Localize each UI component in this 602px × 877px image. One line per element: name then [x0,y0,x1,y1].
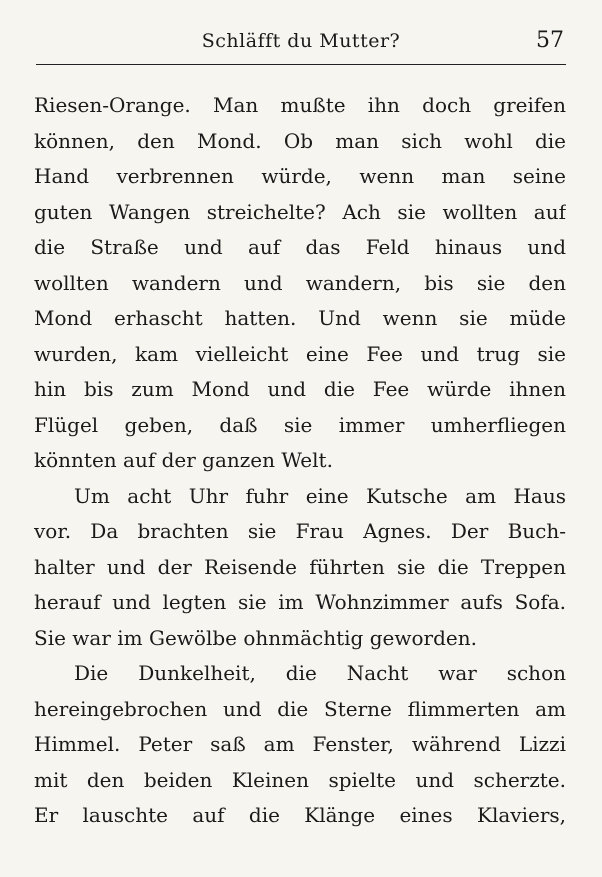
text-line: Flügel geben, daß sie immer umherfliegen [34,412,566,437]
body-text [34,88,566,834]
text-line: herauf und legten sie im Wohnzimmer aufs Sofa. [34,590,566,614]
text-line: wurden, kam vielleicht eine Fee und trug sie [34,341,566,366]
running-title: Schläfft du Mutter? [201,30,401,52]
text-line: Er lauschte auf die Klänge eines Klaviers, [34,803,566,827]
text-line: wollten wandern und wandern, bis sie den [34,270,566,295]
text-line: hereingebrochen und die Sterne flimmerten am [34,696,566,721]
text-line: Himmel. Peter saß am Fenster, während Lizzi [34,732,566,756]
paragraph-start-line: Die Dunkelheit, die Nacht war schon [74,661,566,685]
text-line: Hand verbrennen würde, wenn man seine [34,164,566,188]
text-line: die Straße und auf das Feld hinaus und [34,235,566,259]
page-header [36,24,566,65]
paragraph-end-line: Sie war im Gewölbe ohnmächtig geworden. [34,625,477,650]
paragraph-start-line: Um acht Uhr fuhr eine Kutsche am Haus [74,483,566,508]
text-line: können, den Mond. Ob man sich wohl die [34,128,566,153]
text-line: Mond erhascht hatten. Und wenn sie müde [34,306,566,330]
text-line: guten Wangen streichelte? Ach sie wollten auf [34,199,566,224]
text-line: hin bis zum Mond und die Fee würde ihnen [34,377,566,401]
text-line: halter und der Reisende führten sie die Treppen [34,554,566,579]
text-line: Riesen-Orange. Man mußte ihn doch greifen [34,93,566,117]
page-number: 57 [536,28,564,53]
paragraph-end-line: könnten auf der ganzen Welt. [34,448,333,472]
text-line: mit den beiden Kleinen spielte und scherzte. [34,767,566,792]
text-line: vor. Da brachten sie Frau Agnes. Der Buch- [34,519,566,543]
